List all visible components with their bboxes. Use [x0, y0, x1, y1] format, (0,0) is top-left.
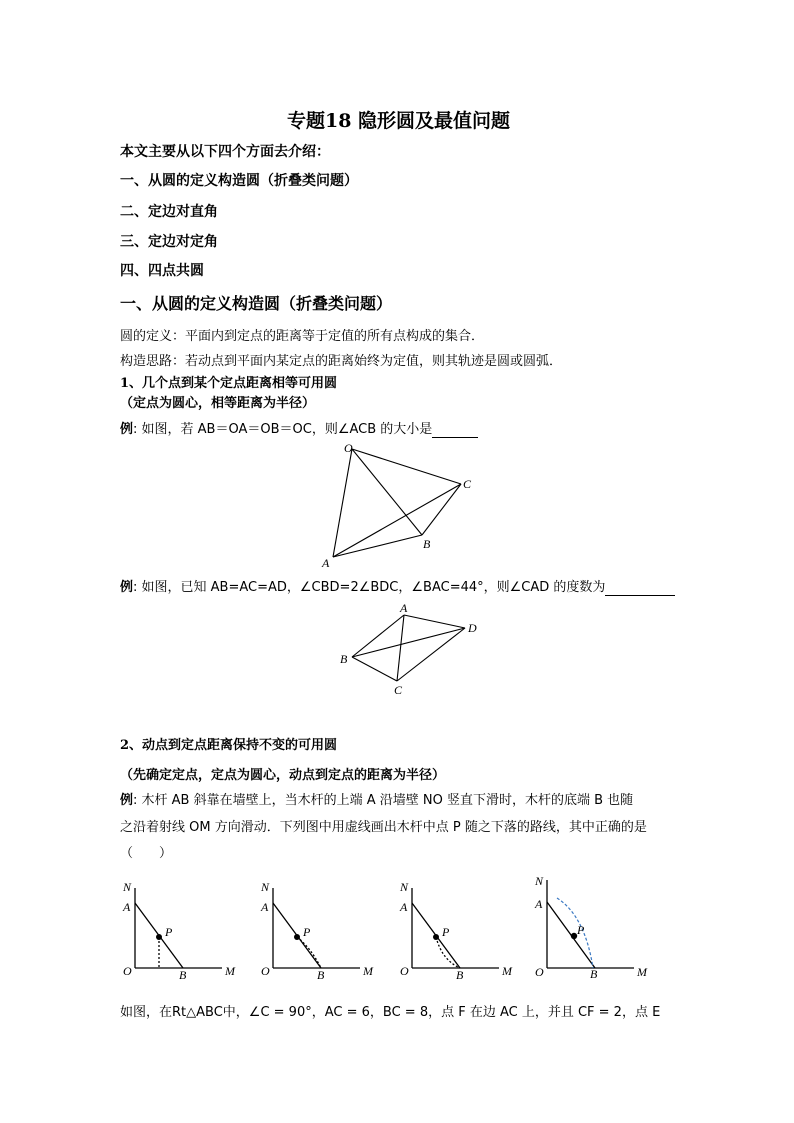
section-heading: 一、从圆的定义构造圆（折叠类问题）	[120, 294, 393, 313]
option-figure-a	[115, 878, 245, 983]
option-figure-b	[253, 878, 383, 983]
example-3-text: : 木杆 AB 斜靠在墙壁上，当木杆的上端 A 沿墙壁 NO 竖直下滑时，木杆的底端 B 也随	[133, 793, 634, 808]
point-label-a: A	[400, 601, 408, 615]
example-label: 例	[120, 580, 134, 595]
toc-item-4: 四、四点共圆	[120, 263, 204, 279]
label-o: O	[123, 964, 132, 978]
label-n: N	[535, 874, 544, 888]
label-a: A	[400, 900, 408, 914]
example-3-line-1	[120, 789, 633, 808]
label-b: B	[317, 968, 325, 982]
label-a: A	[123, 900, 131, 914]
label-p: P	[303, 925, 311, 939]
label-a: A	[261, 900, 269, 914]
label-m: M	[502, 964, 512, 978]
intro-text: 本文主要从以下四个方面去介绍：	[120, 144, 330, 160]
example-1-text: : 如图，若 AB＝OA＝OB＝OC，则∠ACB 的大小是	[133, 422, 433, 437]
label-o: O	[261, 964, 270, 978]
answer-blank	[605, 580, 675, 596]
label-b: B	[590, 967, 598, 981]
point-label-b: B	[340, 652, 348, 666]
label-o: O	[400, 964, 409, 978]
example-1	[120, 418, 478, 438]
option-figure-c	[392, 878, 522, 983]
point-label-a: A	[322, 556, 330, 570]
point-label-c: C	[394, 683, 403, 697]
example-label: 例	[120, 793, 134, 808]
label-p: P	[577, 923, 585, 937]
example-3-line-2: 之沿着射线 OM 方向滑动．下列图中用虚线画出木杆中点 P 随之下落的路线，其中正确的是	[120, 820, 647, 835]
point-label-o: O	[344, 441, 353, 455]
example-3-line-3: （ ）	[120, 846, 173, 861]
figure-quadrilateral-abcd	[332, 600, 492, 698]
toc-item-3: 三、定边对定角	[120, 234, 218, 250]
toc-item-1: 一、从圆的定义构造圆（折叠类问题）	[120, 173, 358, 189]
example-label: 例	[120, 422, 134, 437]
label-o: O	[535, 965, 544, 979]
label-n: N	[261, 880, 270, 894]
subsection-1-title: 1、几个点到某个定点距离相等可用圆	[120, 376, 338, 391]
example-2-text: : 如图，已知 AB=AC=AD，∠CBD=2∠BDC，∠BAC=44°，则∠CAD 的度数为	[133, 580, 606, 595]
label-b: B	[456, 968, 464, 982]
page-title: 专题18 隐形圆及最值问题	[287, 110, 511, 132]
subsection-2-title: 2、动点到定点距离保持不变的可用圆	[120, 738, 338, 753]
example-2	[120, 576, 675, 596]
label-m: M	[637, 965, 647, 979]
label-m: M	[225, 964, 235, 978]
label-n: N	[123, 880, 132, 894]
label-b: B	[179, 968, 187, 982]
point-label-b: B	[423, 537, 431, 551]
label-p: P	[165, 925, 173, 939]
figure-quadrilateral-oacb	[315, 438, 475, 573]
answer-blank	[432, 422, 478, 438]
label-a: A	[535, 897, 543, 911]
subsection-1-note: （定点为圆心，相等距离为半径）	[120, 396, 316, 411]
point-label-c: C	[463, 477, 472, 491]
label-p: P	[442, 925, 450, 939]
construction-idea: 构造思路：若动点到平面内某定点的距离始终为定值，则其轨迹是圆或圆弧．	[120, 354, 563, 369]
label-n: N	[400, 880, 409, 894]
circle-definition: 圆的定义：平面内到定点的距离等于定值的所有点构成的集合．	[120, 329, 485, 344]
toc-item-2: 二、定边对直角	[120, 204, 218, 220]
label-m: M	[363, 964, 373, 978]
option-figure-d	[527, 872, 657, 983]
point-label-d: D	[468, 621, 477, 635]
subsection-2-note: （先确定定点，定点为圆心，动点到定点的距离为半径）	[120, 768, 446, 783]
next-problem-text: 如图，在Rt△ABC中，∠C = 90°，AC = 6，BC = 8，点 F 在边 AC 上，并且 CF = 2，点 E	[120, 1005, 661, 1020]
